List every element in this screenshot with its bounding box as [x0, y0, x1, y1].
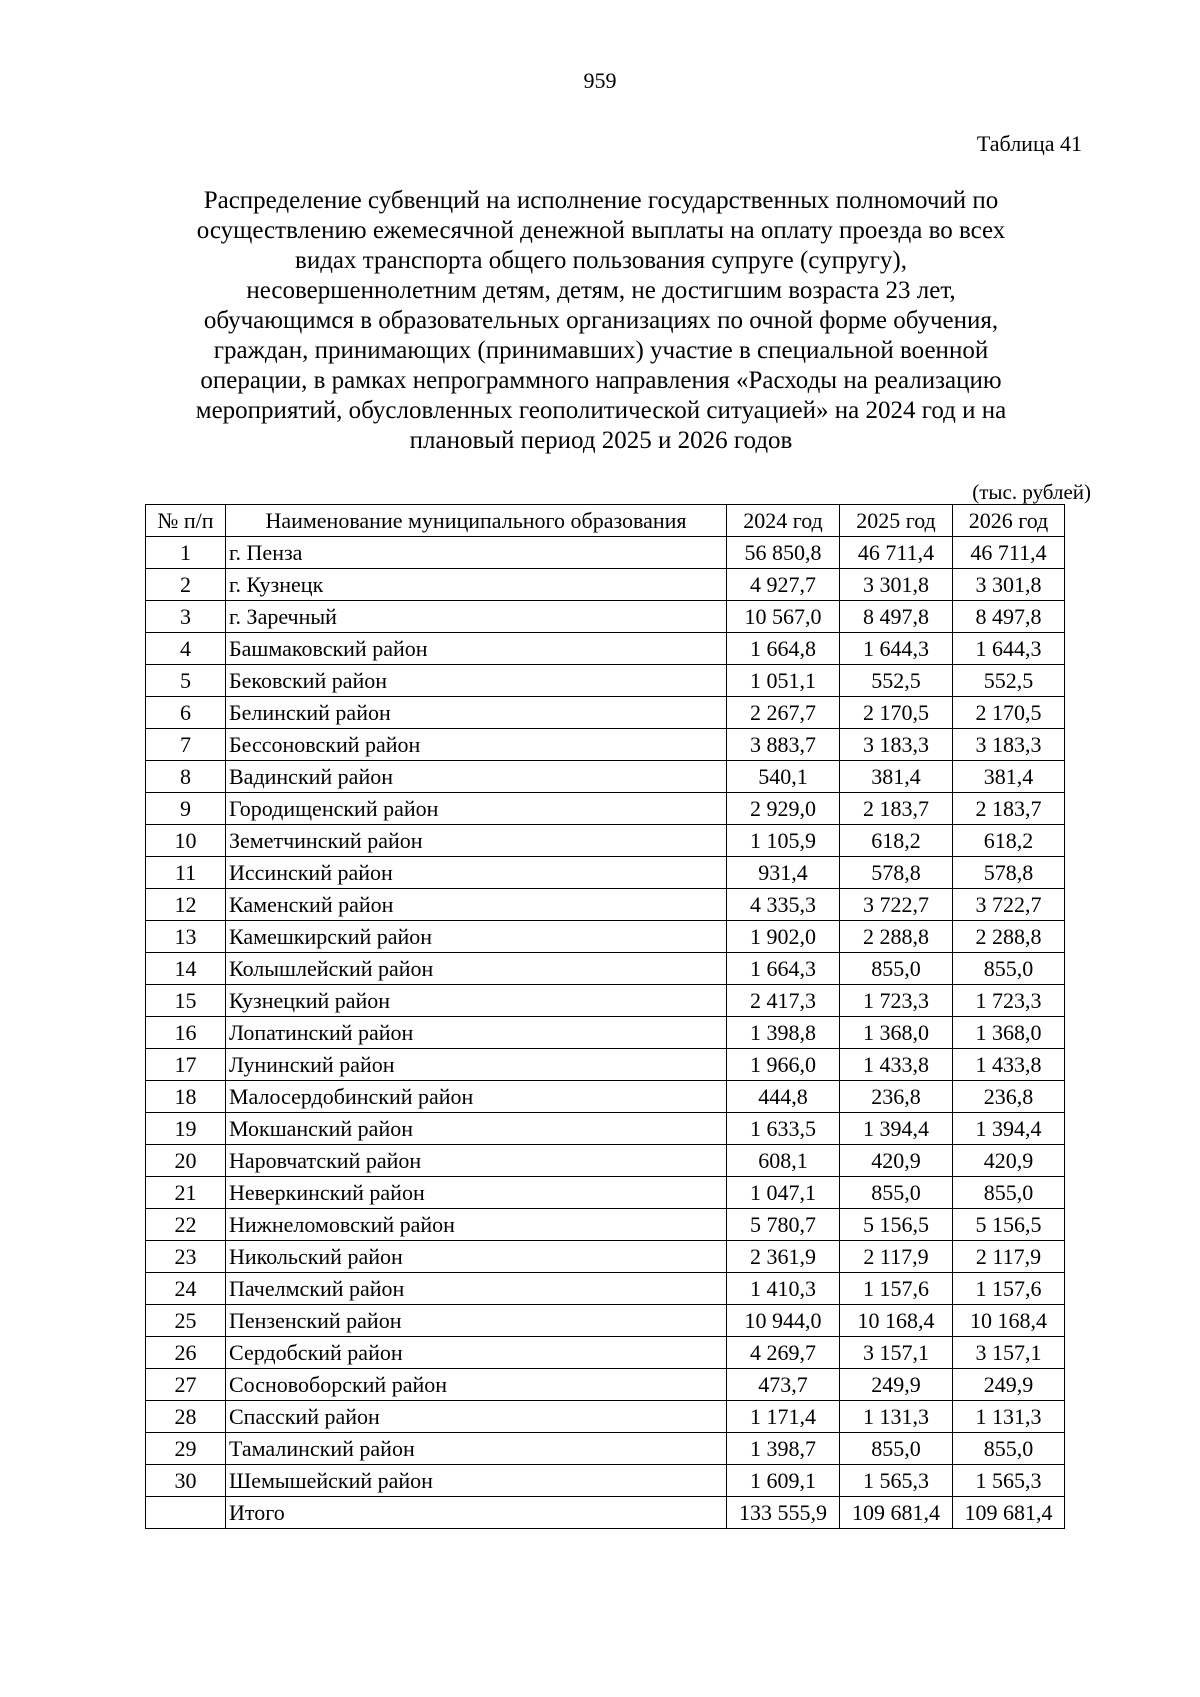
cell-2026: 8 497,8: [953, 601, 1065, 633]
cell-number: 11: [146, 857, 226, 889]
cell-2025: 8 497,8: [840, 601, 953, 633]
cell-municipality: Пензенский район: [226, 1305, 727, 1337]
table-row: [146, 1081, 1065, 1113]
cell-2025: 2 117,9: [840, 1241, 953, 1273]
cell-2024: 1 966,0: [727, 1049, 840, 1081]
cell-2026: 3 183,3: [953, 729, 1065, 761]
cell-2026: 578,8: [953, 857, 1065, 889]
cell-municipality: Лопатинский район: [226, 1017, 727, 1049]
total-row: [146, 1497, 1065, 1529]
cell-2024: 1 105,9: [727, 825, 840, 857]
cell-2024: 1 633,5: [727, 1113, 840, 1145]
cell-2026: 46 711,4: [953, 537, 1065, 569]
cell-2025: 1 723,3: [840, 985, 953, 1017]
header-2026: 2026 год: [953, 505, 1065, 537]
cell-municipality: Бековский район: [226, 665, 727, 697]
cell-2025: 236,8: [840, 1081, 953, 1113]
cell-2024: 5 780,7: [727, 1209, 840, 1241]
cell-2026: 381,4: [953, 761, 1065, 793]
cell-2024: 1 902,0: [727, 921, 840, 953]
table-row: [146, 665, 1065, 697]
cell-number: 5: [146, 665, 226, 697]
cell-2024: 473,7: [727, 1369, 840, 1401]
cell-number: [146, 1497, 226, 1529]
units-label: (тыс. рублей): [972, 480, 1091, 504]
cell-2026: 5 156,5: [953, 1209, 1065, 1241]
cell-municipality: Бессоновский район: [226, 729, 727, 761]
cell-2025: 855,0: [840, 1433, 953, 1465]
table-row: [146, 1017, 1065, 1049]
table-row: [146, 761, 1065, 793]
cell-2024: 1 410,3: [727, 1273, 840, 1305]
title-line: несовершеннолетним детям, детям, не достигшим возраста 23 лет,: [246, 277, 956, 304]
cell-2024: 2 361,9: [727, 1241, 840, 1273]
cell-2024: 1 664,3: [727, 953, 840, 985]
cell-municipality: Сосновоборский район: [226, 1369, 727, 1401]
cell-2024: 3 883,7: [727, 729, 840, 761]
cell-number: 29: [146, 1433, 226, 1465]
title-line: Распределение субвенций на исполнение государственных полномочий по: [203, 187, 999, 214]
cell-2024: 4 269,7: [727, 1337, 840, 1369]
cell-number: 12: [146, 889, 226, 921]
cell-2026: 855,0: [953, 1433, 1065, 1465]
cell-2026: 249,9: [953, 1369, 1065, 1401]
cell-2025: 1 157,6: [840, 1273, 953, 1305]
cell-2026: 2 170,5: [953, 697, 1065, 729]
cell-municipality: Сердобский район: [226, 1337, 727, 1369]
cell-municipality: Лунинский район: [226, 1049, 727, 1081]
cell-2026: 855,0: [953, 953, 1065, 985]
cell-2026: 3 157,1: [953, 1337, 1065, 1369]
cell-2024: 10 944,0: [727, 1305, 840, 1337]
table-row: [146, 793, 1065, 825]
header-2024: 2024 год: [727, 505, 840, 537]
cell-number: 16: [146, 1017, 226, 1049]
cell-2025: 1 368,0: [840, 1017, 953, 1049]
cell-2026: 109 681,4: [953, 1497, 1065, 1529]
table-row: [146, 1273, 1065, 1305]
cell-number: 10: [146, 825, 226, 857]
cell-number: 19: [146, 1113, 226, 1145]
subvention-table: [145, 504, 1065, 1529]
cell-municipality: Шемышейский район: [226, 1465, 727, 1497]
cell-municipality: Никольский район: [226, 1241, 727, 1273]
cell-number: 24: [146, 1273, 226, 1305]
cell-2025: 3 722,7: [840, 889, 953, 921]
cell-2025: 3 183,3: [840, 729, 953, 761]
table-row: [146, 1113, 1065, 1145]
cell-2024: 1 051,1: [727, 665, 840, 697]
table-row: [146, 1465, 1065, 1497]
cell-2025: 46 711,4: [840, 537, 953, 569]
cell-2026: 1 157,6: [953, 1273, 1065, 1305]
table-row: [146, 857, 1065, 889]
title-line: операции, в рамках непрограммного направления «Расходы на реализацию: [200, 367, 1002, 394]
table-row: [146, 921, 1065, 953]
cell-2025: 2 170,5: [840, 697, 953, 729]
cell-2024: 1 047,1: [727, 1177, 840, 1209]
cell-number: 17: [146, 1049, 226, 1081]
cell-2024: 444,8: [727, 1081, 840, 1113]
cell-municipality: г. Заречный: [226, 601, 727, 633]
cell-number: 3: [146, 601, 226, 633]
cell-number: 27: [146, 1369, 226, 1401]
table-row: [146, 1209, 1065, 1241]
cell-number: 2: [146, 569, 226, 601]
cell-municipality: Земетчинский район: [226, 825, 727, 857]
table-caption: Таблица 41: [976, 131, 1082, 156]
cell-2024: 2 417,3: [727, 985, 840, 1017]
cell-2024: 1 609,1: [727, 1465, 840, 1497]
cell-2024: 1 398,8: [727, 1017, 840, 1049]
cell-2025: 1 644,3: [840, 633, 953, 665]
cell-municipality: Кузнецкий район: [226, 985, 727, 1017]
cell-2024: 4 927,7: [727, 569, 840, 601]
cell-2024: 1 398,7: [727, 1433, 840, 1465]
table-row: [146, 601, 1065, 633]
cell-municipality: Наровчатский район: [226, 1145, 727, 1177]
cell-2026: 1 723,3: [953, 985, 1065, 1017]
cell-2024: 2 929,0: [727, 793, 840, 825]
cell-2026: 3 301,8: [953, 569, 1065, 601]
cell-2025: 1 394,4: [840, 1113, 953, 1145]
cell-municipality: Мокшанский район: [226, 1113, 727, 1145]
cell-2026: 10 168,4: [953, 1305, 1065, 1337]
cell-2025: 3 157,1: [840, 1337, 953, 1369]
table-row: [146, 1145, 1065, 1177]
cell-2025: 1 131,3: [840, 1401, 953, 1433]
table-row: [146, 1049, 1065, 1081]
cell-municipality: Вадинский район: [226, 761, 727, 793]
cell-number: 18: [146, 1081, 226, 1113]
title-line: видах транспорта общего пользования супруге (супругу),: [295, 247, 907, 274]
cell-2024: 4 335,3: [727, 889, 840, 921]
table-row: [146, 1305, 1065, 1337]
cell-2026: 855,0: [953, 1177, 1065, 1209]
cell-2026: 618,2: [953, 825, 1065, 857]
cell-municipality: Малосердобинский район: [226, 1081, 727, 1113]
cell-number: 15: [146, 985, 226, 1017]
cell-number: 7: [146, 729, 226, 761]
cell-2024: 2 267,7: [727, 697, 840, 729]
table-row: [146, 633, 1065, 665]
cell-number: 26: [146, 1337, 226, 1369]
cell-2026: 2 117,9: [953, 1241, 1065, 1273]
cell-number: 23: [146, 1241, 226, 1273]
table-row: [146, 953, 1065, 985]
table-row: [146, 825, 1065, 857]
cell-number: 13: [146, 921, 226, 953]
table-row: [146, 1401, 1065, 1433]
table-row: [146, 889, 1065, 921]
table-row: [146, 1337, 1065, 1369]
cell-number: 4: [146, 633, 226, 665]
cell-2026: 1 394,4: [953, 1113, 1065, 1145]
cell-2024: 608,1: [727, 1145, 840, 1177]
cell-2025: 855,0: [840, 953, 953, 985]
cell-2024: 540,1: [727, 761, 840, 793]
cell-2025: 109 681,4: [840, 1497, 953, 1529]
table-row: [146, 985, 1065, 1017]
cell-2026: 3 722,7: [953, 889, 1065, 921]
cell-2025: 5 156,5: [840, 1209, 953, 1241]
cell-2026: 2 183,7: [953, 793, 1065, 825]
title-line: плановый период 2025 и 2026 годов: [409, 427, 793, 454]
cell-number: 14: [146, 953, 226, 985]
cell-2024: 133 555,9: [727, 1497, 840, 1529]
table-row: [146, 537, 1065, 569]
cell-2026: 2 288,8: [953, 921, 1065, 953]
title-line: обучающимся в образовательных организациях по очной форме обучения,: [203, 307, 999, 334]
cell-2024: 931,4: [727, 857, 840, 889]
cell-2026: 1 131,3: [953, 1401, 1065, 1433]
cell-municipality: Итого: [226, 1497, 727, 1529]
cell-municipality: Башмаковский район: [226, 633, 727, 665]
cell-number: 22: [146, 1209, 226, 1241]
header-municipality: Наименование муниципального образования: [226, 505, 727, 537]
cell-2025: 1 565,3: [840, 1465, 953, 1497]
document-title: [128, 186, 1074, 456]
cell-2024: 56 850,8: [727, 537, 840, 569]
cell-number: 1: [146, 537, 226, 569]
cell-municipality: Камешкирский район: [226, 921, 727, 953]
cell-2025: 552,5: [840, 665, 953, 697]
title-line: осуществлению ежемесячной денежной выплаты на оплату проезда во всех: [196, 217, 1006, 244]
cell-municipality: Пачелмский район: [226, 1273, 727, 1305]
header-2025: 2025 год: [840, 505, 953, 537]
table-row: [146, 569, 1065, 601]
cell-2025: 578,8: [840, 857, 953, 889]
cell-municipality: Неверкинский район: [226, 1177, 727, 1209]
cell-number: 30: [146, 1465, 226, 1497]
cell-2025: 2 288,8: [840, 921, 953, 953]
cell-number: 25: [146, 1305, 226, 1337]
cell-2025: 3 301,8: [840, 569, 953, 601]
cell-2025: 2 183,7: [840, 793, 953, 825]
cell-municipality: Каменский район: [226, 889, 727, 921]
cell-2026: 420,9: [953, 1145, 1065, 1177]
cell-2025: 1 433,8: [840, 1049, 953, 1081]
title-line: мероприятий, обусловленных геополитической ситуацией» на 2024 год и на: [195, 397, 1007, 424]
cell-2026: 1 433,8: [953, 1049, 1065, 1081]
table-row: [146, 1433, 1065, 1465]
table-row: [146, 1369, 1065, 1401]
cell-number: 9: [146, 793, 226, 825]
cell-municipality: Иссинский район: [226, 857, 727, 889]
title-line: граждан, принимающих (принимавших) участие в специальной военной: [213, 337, 989, 364]
header-number: № п/п: [146, 505, 226, 537]
cell-2025: 855,0: [840, 1177, 953, 1209]
cell-municipality: Спасский район: [226, 1401, 727, 1433]
cell-2025: 10 168,4: [840, 1305, 953, 1337]
table-header-row: [146, 505, 1065, 537]
cell-number: 28: [146, 1401, 226, 1433]
cell-municipality: г. Пенза: [226, 537, 727, 569]
cell-2024: 10 567,0: [727, 601, 840, 633]
cell-2024: 1 171,4: [727, 1401, 840, 1433]
page-number: 959: [583, 68, 617, 93]
cell-number: 6: [146, 697, 226, 729]
cell-2025: 381,4: [840, 761, 953, 793]
cell-2024: 1 664,8: [727, 633, 840, 665]
cell-municipality: Колышлейский район: [226, 953, 727, 985]
cell-2026: 1 565,3: [953, 1465, 1065, 1497]
cell-number: 8: [146, 761, 226, 793]
cell-2026: 1 644,3: [953, 633, 1065, 665]
table-row: [146, 1241, 1065, 1273]
cell-municipality: Нижнеломовский район: [226, 1209, 727, 1241]
cell-municipality: г. Кузнецк: [226, 569, 727, 601]
cell-2026: 552,5: [953, 665, 1065, 697]
cell-2026: 1 368,0: [953, 1017, 1065, 1049]
cell-2025: 420,9: [840, 1145, 953, 1177]
cell-2025: 618,2: [840, 825, 953, 857]
table-row: [146, 1177, 1065, 1209]
cell-number: 20: [146, 1145, 226, 1177]
cell-municipality: Белинский район: [226, 697, 727, 729]
cell-municipality: Городищенский район: [226, 793, 727, 825]
cell-2025: 249,9: [840, 1369, 953, 1401]
table-row: [146, 729, 1065, 761]
cell-number: 21: [146, 1177, 226, 1209]
table-row: [146, 697, 1065, 729]
cell-municipality: Тамалинский район: [226, 1433, 727, 1465]
cell-2026: 236,8: [953, 1081, 1065, 1113]
